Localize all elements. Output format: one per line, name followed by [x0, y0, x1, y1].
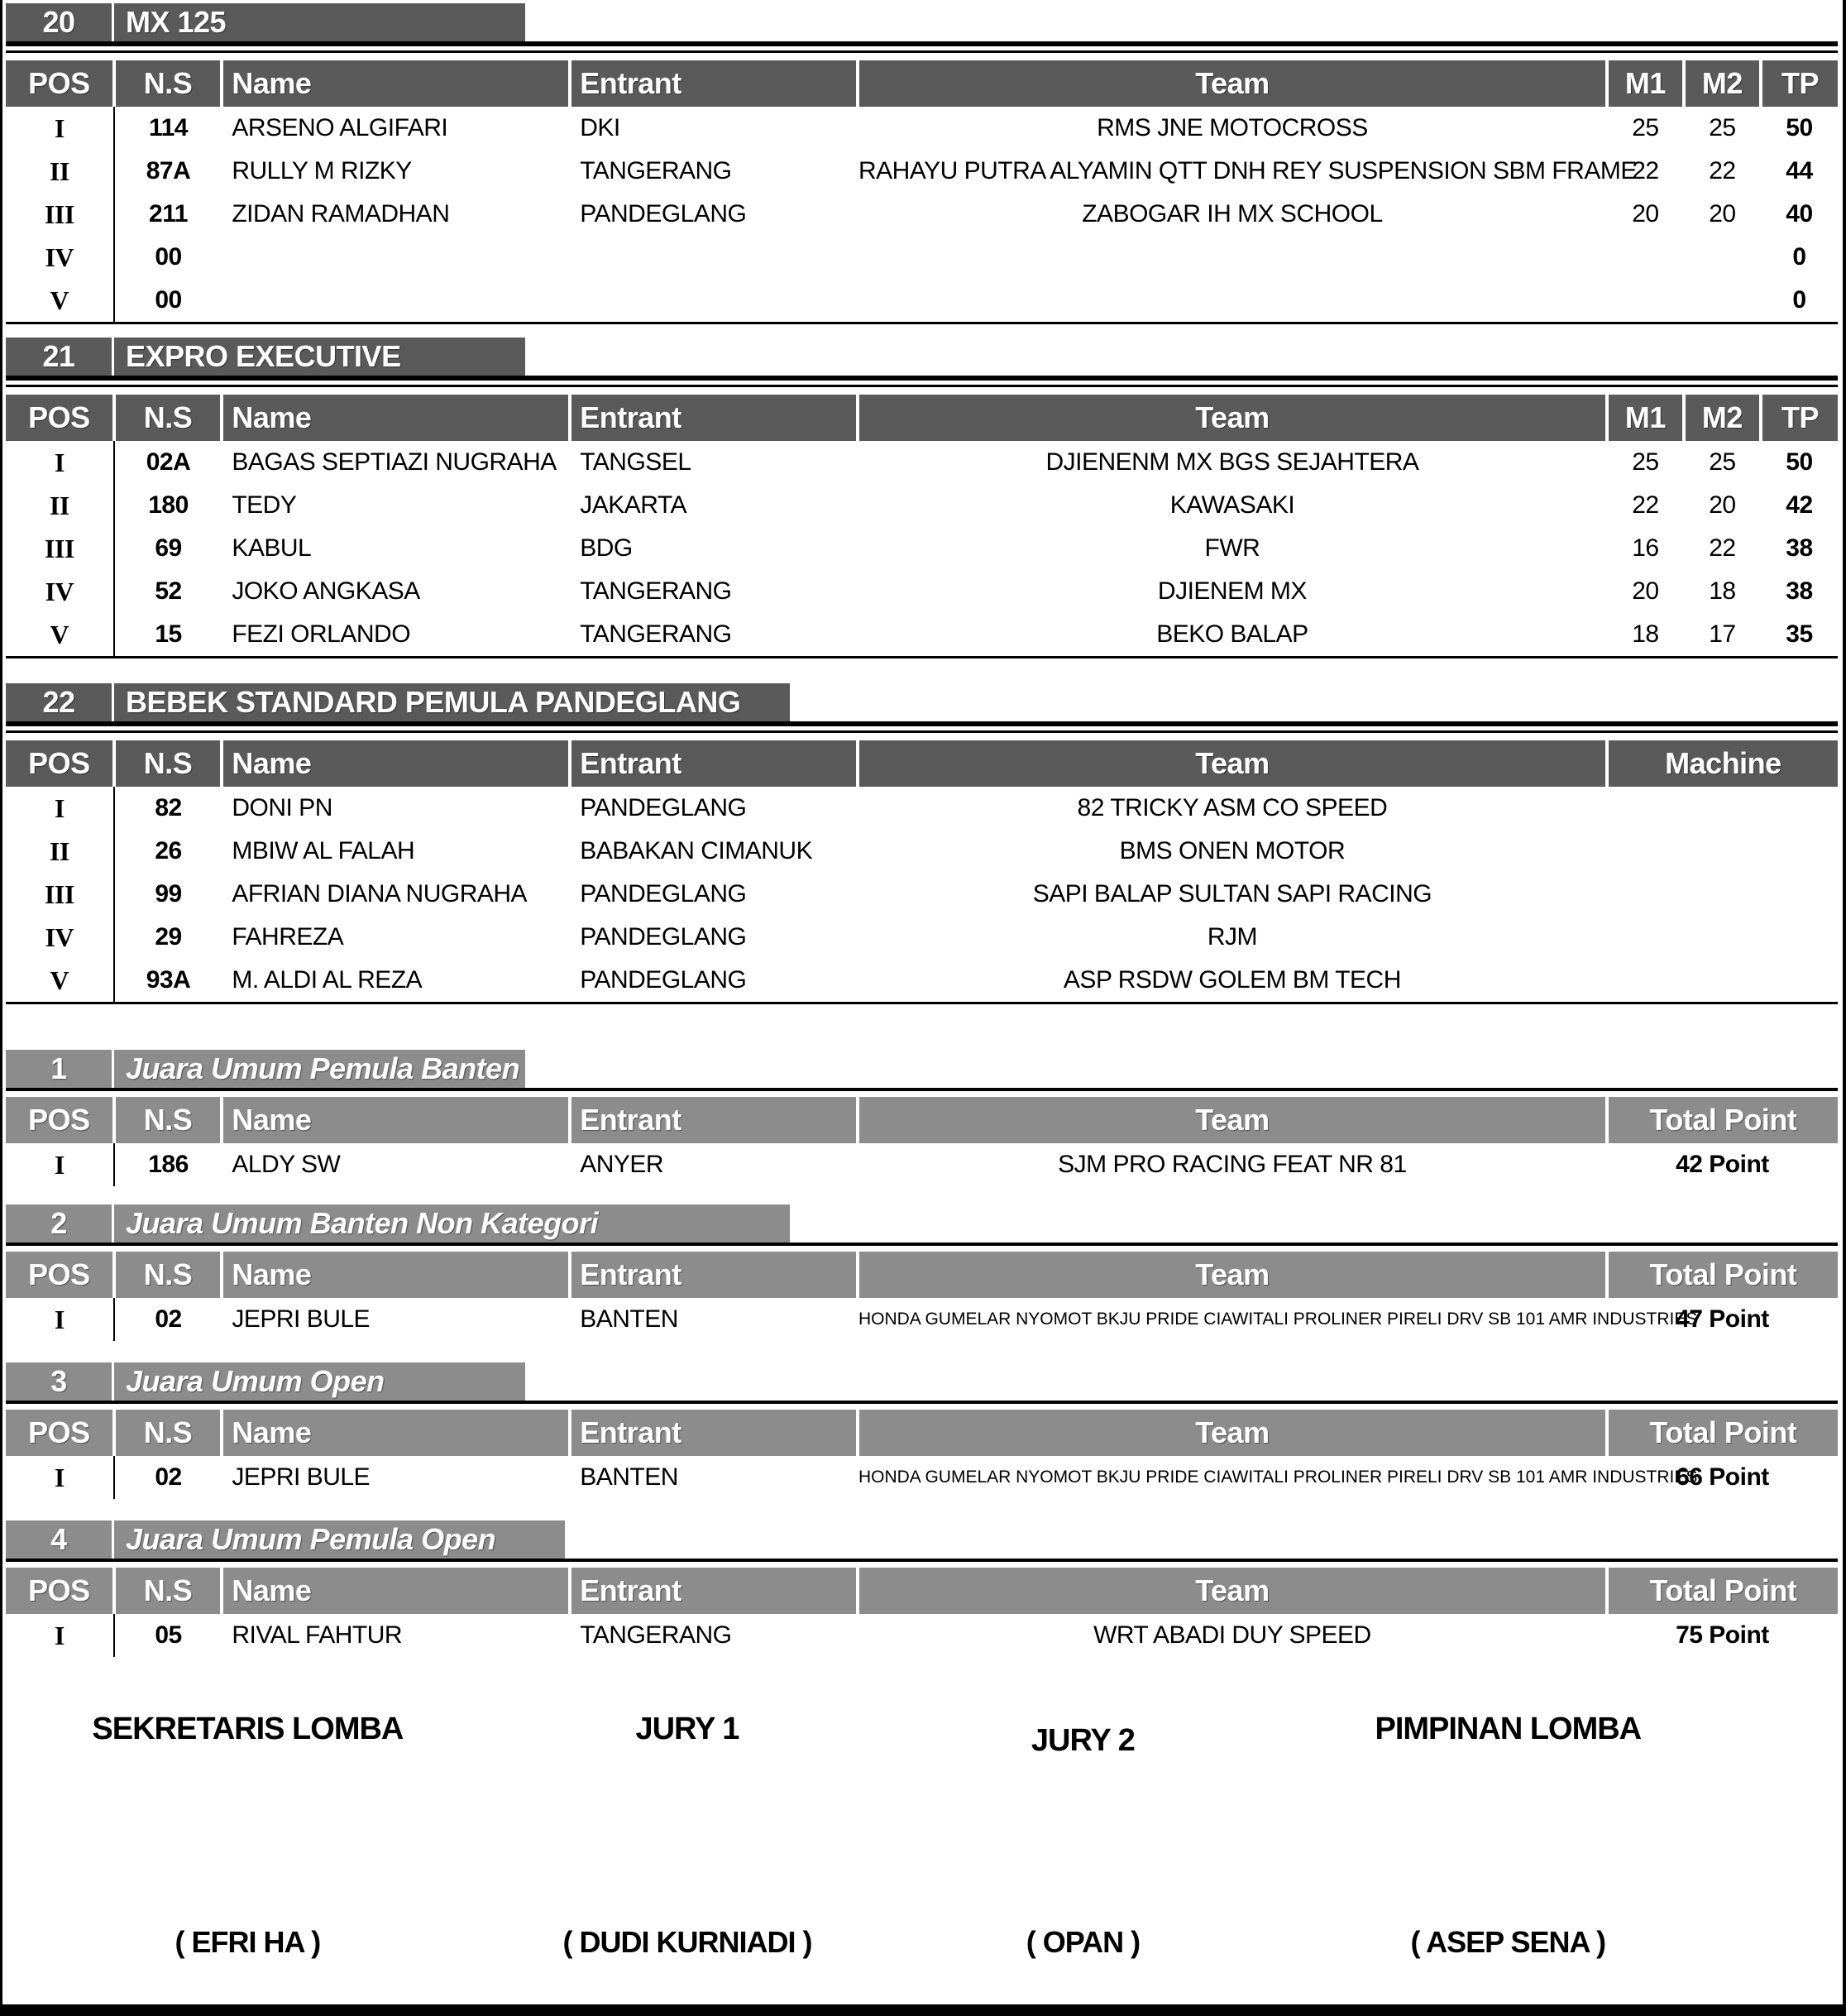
- table-row: [6, 107, 1838, 150]
- table-row: [6, 484, 1838, 527]
- total-point-cell: 42 Point: [1676, 1151, 1769, 1178]
- name-cell: JOKO ANGKASA: [232, 577, 420, 605]
- name-cell: FAHREZA: [232, 923, 344, 951]
- pos-cell: V: [6, 613, 114, 658]
- ns-cell: 00: [155, 286, 182, 314]
- pos-cell: V: [6, 279, 114, 323]
- team-cell: BMS ONEN MOTOR: [1119, 837, 1346, 864]
- pos-cell: III: [6, 873, 114, 916]
- table-row: [6, 787, 1838, 830]
- ns-cell: 69: [155, 534, 182, 562]
- pos-cell: I: [6, 1143, 114, 1186]
- table-header-row: [6, 1097, 1838, 1143]
- section-number: 2: [6, 1204, 114, 1243]
- col-entrant: Entrant: [570, 740, 858, 787]
- entrant-cell: BABAKAN CIMANUK: [580, 837, 813, 864]
- ns-cell: 211: [149, 200, 188, 227]
- col-tp: TP: [1761, 395, 1838, 441]
- section-juara-open: [6, 1362, 1838, 1499]
- ns-cell: 05: [155, 1621, 182, 1649]
- section-bar: [6, 1050, 1838, 1088]
- m2-cell: 20: [1709, 491, 1736, 519]
- col-ns: N.S: [114, 395, 222, 441]
- team-cell: SJM PRO RACING FEAT NR 81: [1058, 1151, 1407, 1178]
- tp-cell: 44: [1786, 157, 1813, 184]
- col-tp: TP: [1761, 60, 1838, 107]
- table-row: [6, 527, 1838, 570]
- col-team: Team: [858, 1097, 1607, 1143]
- team-cell: [858, 279, 1607, 323]
- col-entrant: Entrant: [570, 1410, 858, 1456]
- section-juara-pemula-banten: [6, 1050, 1838, 1186]
- signature-block: [6, 1712, 1838, 2016]
- section-bar: [6, 683, 1838, 721]
- section-title: EXPRO EXECUTIVE: [126, 339, 401, 373]
- section-title: Juara Umum Banten Non Kategori: [126, 1206, 599, 1240]
- name-cell: RIVAL FAHTUR: [232, 1621, 403, 1649]
- col-m2: M2: [1684, 395, 1761, 441]
- table-header-row: [6, 395, 1838, 441]
- team-cell: RAHAYU PUTRA ALYAMIN QTT DNH REY SUSPENSION SBM FRAME: [858, 157, 1637, 184]
- table-header-row: [6, 60, 1838, 107]
- team-cell: HONDA GUMELAR NYOMOT BKJU PRIDE CIAWITALI PROLINER PIRELI DRV SB 101 AMR INDUSTRIES: [858, 1310, 1698, 1329]
- col-pos: POS: [6, 60, 114, 107]
- divider: [6, 1559, 1838, 1562]
- name-cell: RULLY M RIZKY: [232, 157, 412, 184]
- name-cell: JEPRI BULE: [232, 1463, 371, 1491]
- machine-cell: [1607, 873, 1838, 916]
- section-bar: [6, 1520, 1838, 1559]
- divider: [6, 721, 1838, 733]
- results-table: [6, 1568, 1838, 1657]
- m1-cell: 25: [1632, 448, 1659, 476]
- col-team: Team: [858, 1252, 1607, 1298]
- col-pos: POS: [6, 1252, 114, 1298]
- ns-cell: 00: [155, 243, 182, 271]
- team-cell: FWR: [1204, 534, 1260, 562]
- name-cell: M. ALDI AL REZA: [232, 966, 423, 994]
- table-row: [6, 279, 1838, 323]
- name-cell: MBIW AL FALAH: [232, 837, 415, 864]
- entrant-cell: TANGERANG: [580, 1621, 732, 1649]
- ns-cell: 02A: [146, 448, 191, 476]
- col-team: Team: [858, 395, 1607, 441]
- tp-cell: 0: [1792, 286, 1806, 314]
- team-cell: 82 TRICKY ASM CO SPEED: [1077, 794, 1388, 821]
- col-pos: POS: [6, 1568, 114, 1614]
- ns-cell: 02: [155, 1305, 182, 1333]
- col-total-point: Total Point: [1607, 1252, 1838, 1298]
- section-bar: [6, 3, 1838, 41]
- section-number: 4: [6, 1520, 114, 1559]
- table-row: [6, 1614, 1838, 1657]
- m2-cell: 18: [1709, 577, 1736, 605]
- tp-cell: 50: [1786, 448, 1813, 476]
- team-cell: KAWASAKI: [1169, 491, 1295, 519]
- signature-name-jury2: ( OPAN ): [1026, 1925, 1141, 1959]
- ns-cell: 180: [148, 491, 189, 519]
- name-cell: ALDY SW: [232, 1151, 341, 1178]
- m1-cell: 20: [1632, 200, 1659, 227]
- team-cell: DJIENENM MX BGS SEJAHTERA: [1045, 448, 1419, 476]
- table-header-row: [6, 1568, 1838, 1614]
- col-pos: POS: [6, 1097, 114, 1143]
- col-total-point: Total Point: [1607, 1410, 1838, 1456]
- team-cell: HONDA GUMELAR NYOMOT BKJU PRIDE CIAWITALI PROLINER PIRELI DRV SB 101 AMR INDUSTRIES: [858, 1468, 1698, 1487]
- table-row: [6, 830, 1838, 873]
- section-title: Juara Umum Pemula Open: [126, 1522, 496, 1556]
- col-pos: POS: [6, 740, 114, 787]
- entrant-cell: PANDEGLANG: [580, 200, 747, 227]
- ns-cell: 26: [155, 837, 182, 864]
- table-row: [6, 959, 1838, 1003]
- section-bar: [6, 1204, 1838, 1243]
- entrant-cell: BANTEN: [580, 1463, 678, 1491]
- col-ns: N.S: [114, 1410, 222, 1456]
- col-machine: Machine: [1607, 740, 1838, 787]
- col-entrant: Entrant: [570, 395, 858, 441]
- col-team: Team: [858, 1568, 1607, 1614]
- tp-cell: 38: [1786, 534, 1813, 562]
- m1-cell: 22: [1632, 157, 1659, 184]
- pos-cell: I: [6, 107, 114, 150]
- table-header-row: [6, 740, 1838, 787]
- m1-cell: [1607, 236, 1684, 279]
- ns-cell: 02: [155, 1463, 182, 1491]
- ns-cell: 29: [155, 923, 182, 951]
- pos-cell: I: [6, 1614, 114, 1657]
- section-juara-pemula-open: [6, 1520, 1838, 1657]
- tp-cell: 0: [1792, 243, 1806, 271]
- col-name: Name: [222, 1252, 570, 1298]
- entrant-cell: PANDEGLANG: [580, 966, 747, 994]
- tp-cell: 35: [1786, 620, 1813, 648]
- table-row: [6, 236, 1838, 279]
- entrant-cell: TANGERANG: [580, 620, 732, 648]
- name-cell: AFRIAN DIANA NUGRAHA: [232, 880, 528, 907]
- section-juara-banten-non-kategori: [6, 1204, 1838, 1341]
- col-name: Name: [222, 1410, 570, 1456]
- pos-cell: III: [6, 193, 114, 236]
- section-number: 3: [6, 1362, 114, 1401]
- m2-cell: 25: [1709, 448, 1736, 476]
- table-row: [6, 1456, 1838, 1499]
- machine-cell: [1607, 959, 1838, 1003]
- results-table: [6, 740, 1838, 1004]
- section-bar: [6, 1362, 1838, 1401]
- team-cell: [858, 236, 1607, 279]
- pos-cell: V: [6, 959, 114, 1003]
- section-number: 22: [6, 683, 114, 721]
- entrant-cell: PANDEGLANG: [580, 923, 747, 951]
- col-entrant: Entrant: [570, 1252, 858, 1298]
- table-row: [6, 613, 1838, 658]
- team-cell: BEKO BALAP: [1156, 620, 1308, 648]
- section-mx125: [6, 3, 1838, 324]
- section-title: Juara Umum Open: [126, 1364, 385, 1398]
- pos-cell: IV: [6, 916, 114, 959]
- pos-cell: IV: [6, 570, 114, 613]
- col-pos: POS: [6, 1410, 114, 1456]
- col-team: Team: [858, 1410, 1607, 1456]
- divider: [6, 1243, 1838, 1246]
- signature-title-pimpinan: PIMPINAN LOMBA: [1375, 1712, 1642, 1746]
- team-cell: ZABOGAR IH MX SCHOOL: [1082, 200, 1383, 227]
- col-ns: N.S: [114, 1097, 222, 1143]
- machine-cell: [1607, 916, 1838, 959]
- col-entrant: Entrant: [570, 1097, 858, 1143]
- ns-cell: 99: [155, 880, 182, 907]
- ns-cell: 82: [155, 794, 182, 821]
- name-cell: DONI PN: [232, 794, 332, 821]
- name-cell: KABUL: [232, 534, 312, 562]
- table-row: [6, 1143, 1838, 1186]
- m2-cell: [1684, 236, 1761, 279]
- col-m1: M1: [1607, 60, 1684, 107]
- m1-cell: [1607, 279, 1684, 323]
- m2-cell: 25: [1709, 114, 1736, 141]
- col-name: Name: [222, 60, 570, 107]
- col-ns: N.S: [114, 60, 222, 107]
- name-cell: JEPRI BULE: [232, 1305, 371, 1333]
- team-cell: RMS JNE MOTOCROSS: [1097, 114, 1368, 141]
- pos-cell: II: [6, 150, 114, 193]
- col-name: Name: [222, 1568, 570, 1614]
- pos-cell: III: [6, 527, 114, 570]
- col-team: Team: [858, 60, 1607, 107]
- section-title: BEBEK STANDARD PEMULA PANDEGLANG: [126, 685, 741, 719]
- tp-cell: 40: [1786, 200, 1813, 227]
- pos-cell: IV: [6, 236, 114, 279]
- tp-cell: 38: [1786, 577, 1813, 605]
- signature-name-jury1: ( DUDI KURNIADI ): [562, 1925, 812, 1959]
- team-cell: RJM: [1207, 923, 1257, 951]
- ns-cell: 52: [155, 577, 182, 605]
- signature-name-pimpinan: ( ASEP SENA ): [1410, 1925, 1606, 1959]
- team-cell: DJIENEM MX: [1157, 577, 1307, 605]
- section-bar: [6, 338, 1838, 376]
- col-name: Name: [222, 740, 570, 787]
- name-cell: FEZI ORLANDO: [232, 620, 411, 648]
- pos-cell: I: [6, 1298, 114, 1341]
- team-cell: SAPI BALAP SULTAN SAPI RACING: [1032, 880, 1432, 907]
- entrant-cell: PANDEGLANG: [580, 880, 747, 907]
- m2-cell: [1684, 279, 1761, 323]
- col-ns: N.S: [114, 1568, 222, 1614]
- m2-cell: 20: [1709, 200, 1736, 227]
- signature-title-sekretaris: SEKRETARIS LOMBA: [92, 1712, 404, 1746]
- section-title: MX 125: [126, 5, 227, 39]
- ns-cell: 186: [148, 1151, 189, 1178]
- total-point-cell: 75 Point: [1676, 1621, 1769, 1649]
- table-row: [6, 916, 1838, 959]
- divider: [6, 376, 1838, 387]
- divider: [6, 1088, 1838, 1091]
- section-number: 21: [6, 338, 114, 376]
- divider: [6, 41, 1838, 53]
- table-header-row: [6, 1252, 1838, 1298]
- team-cell: ASP RSDW GOLEM BM TECH: [1063, 966, 1401, 994]
- col-pos: POS: [6, 395, 114, 441]
- m2-cell: 17: [1709, 620, 1736, 648]
- name-cell: ARSENO ALGIFARI: [232, 114, 448, 141]
- entrant-cell: ANYER: [580, 1151, 664, 1178]
- pos-cell: II: [6, 484, 114, 527]
- col-total-point: Total Point: [1607, 1568, 1838, 1614]
- col-entrant: Entrant: [570, 1568, 858, 1614]
- machine-cell: [1607, 830, 1838, 873]
- entrant-cell: TANGERANG: [580, 577, 732, 605]
- results-table: [6, 395, 1838, 658]
- pos-cell: I: [6, 1456, 114, 1499]
- machine-cell: [1607, 787, 1838, 830]
- col-ns: N.S: [114, 740, 222, 787]
- pos-cell: II: [6, 830, 114, 873]
- section-bebek-standard: [6, 683, 1838, 1004]
- col-name: Name: [222, 1097, 570, 1143]
- table-row: [6, 193, 1838, 236]
- m1-cell: 22: [1632, 491, 1659, 519]
- tp-cell: 50: [1786, 114, 1813, 141]
- table-row: [6, 1298, 1838, 1341]
- results-table: [6, 1097, 1838, 1186]
- m1-cell: 18: [1632, 620, 1659, 648]
- table-row: [6, 150, 1838, 193]
- table-row: [6, 570, 1838, 613]
- table-row: [6, 441, 1838, 484]
- total-point-cell: 66 Point: [1676, 1463, 1769, 1491]
- table-row: [6, 873, 1838, 916]
- pos-cell: I: [6, 441, 114, 484]
- section-number: 20: [6, 3, 114, 41]
- name-cell: TEDY: [232, 491, 297, 519]
- ns-cell: 87A: [146, 157, 191, 184]
- team-cell: WRT ABADI DUY SPEED: [1093, 1621, 1371, 1649]
- m2-cell: 22: [1709, 157, 1736, 184]
- name-cell: BAGAS SEPTIAZI NUGRAHA: [232, 448, 557, 476]
- col-m1: M1: [1607, 395, 1684, 441]
- col-m2: M2: [1684, 60, 1761, 107]
- col-ns: N.S: [114, 1252, 222, 1298]
- total-point-cell: 47 Point: [1676, 1305, 1769, 1333]
- ns-cell: 15: [155, 620, 182, 648]
- col-total-point: Total Point: [1607, 1097, 1838, 1143]
- entrant-cell: [570, 236, 858, 279]
- results-table: [6, 60, 1838, 324]
- section-title: Juara Umum Pemula Banten: [126, 1051, 520, 1085]
- section-expro-executive: [6, 338, 1838, 658]
- entrant-cell: TANGSEL: [580, 448, 691, 476]
- name-cell: [222, 236, 570, 279]
- m1-cell: 25: [1632, 114, 1659, 141]
- signature-title-jury1: JURY 1: [635, 1712, 739, 1746]
- signature-title-jury2: JURY 2: [1031, 1723, 1135, 1758]
- col-entrant: Entrant: [570, 60, 858, 107]
- col-name: Name: [222, 395, 570, 441]
- pos-cell: I: [6, 787, 114, 830]
- entrant-cell: BDG: [580, 534, 633, 562]
- results-table: [6, 1252, 1838, 1341]
- divider: [6, 1401, 1838, 1404]
- m1-cell: 20: [1632, 577, 1659, 605]
- entrant-cell: [570, 279, 858, 323]
- name-cell: ZIDAN RAMADHAN: [232, 200, 450, 227]
- col-team: Team: [858, 740, 1607, 787]
- results-table: [6, 1410, 1838, 1499]
- m1-cell: 16: [1632, 534, 1659, 562]
- name-cell: [222, 279, 570, 323]
- entrant-cell: BANTEN: [580, 1305, 678, 1333]
- ns-cell: 93A: [146, 966, 191, 994]
- tp-cell: 42: [1786, 491, 1813, 519]
- entrant-cell: PANDEGLANG: [580, 794, 747, 821]
- section-number: 1: [6, 1050, 114, 1088]
- m2-cell: 22: [1709, 534, 1736, 562]
- entrant-cell: DKI: [580, 114, 620, 141]
- ns-cell: 114: [149, 114, 188, 141]
- signature-name-sekretaris: ( EFRI HA ): [175, 1925, 321, 1959]
- table-header-row: [6, 1410, 1838, 1456]
- entrant-cell: TANGERANG: [580, 157, 732, 184]
- entrant-cell: JAKARTA: [580, 491, 686, 519]
